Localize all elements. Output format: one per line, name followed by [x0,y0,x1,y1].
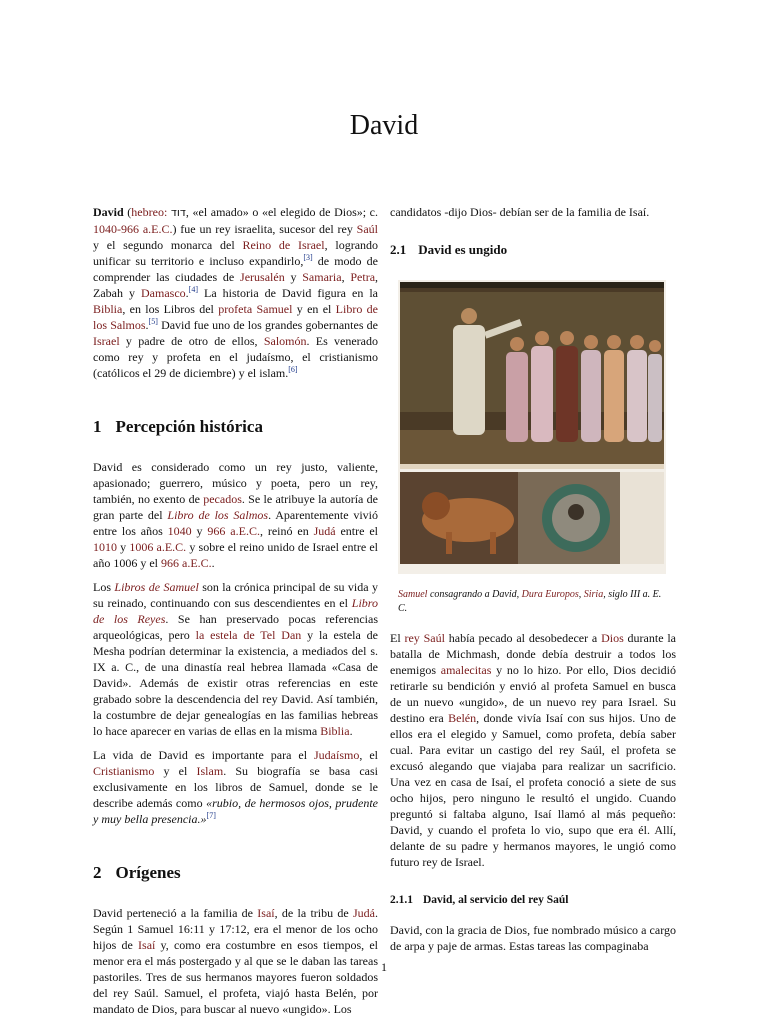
link-966[interactable]: 966 a.E.C. [207,524,260,538]
page-title: David [349,110,419,141]
section-heading-percepcion [93,419,378,435]
right-column [390,204,676,962]
link-damasco[interactable]: Damasco [141,286,186,300]
link-dios[interactable]: Dios [601,631,624,645]
link-salomon[interactable]: Salomón [263,334,307,348]
reference-6[interactable]: [6] [288,365,298,374]
paragraph: David perteneció a la familia de Isaí, de la tribu de Judá. Según 1 Samuel 16:11 y 17:12, era el menor de los ocho hijos de Isaí y, como era costumbre en esos tiempos, el menor era el más postergado y al que se le daban las tareas pastoriles. Tres de sus hermanos mayores fueron soldados del rey Saúl. Samuel, el profeta, viajó hasta Belén, por mandato de Dios, para buscar al nuevo «ungido». Los [93,906,378,1016]
reference-3[interactable]: [3] [303,253,313,262]
link-israel[interactable]: Israel [93,334,120,348]
page-number: 1 [381,960,387,974]
reference-5[interactable]: [5] [148,317,158,326]
link-amalecitas[interactable]: amalecitas [440,663,492,677]
paragraph: David es considerado como un rey justo, valiente, apasionado; guerrero, músico y poeta, pero un rey, también, no exento de pecados. Se le atribuye la autoría de gran parte del Libro de los Salmos. Aparentemente vivió entre los años 1040 y 966 a.E.C., reinó en Judá entre el 1010 y 1006 a.E.C. y sobre el reino unido de Israel entre el año 1006 y el 966 a.E.C.. [93,460,379,570]
link-profeta-samuel[interactable]: profeta Samuel [218,302,293,316]
link-samaria[interactable]: Samaria [302,270,342,284]
fresco-image [398,280,666,574]
article-subject: David [93,205,124,219]
section-number: 2.1.1 [390,894,413,906]
link-jerusalen[interactable]: Jerusalén [240,270,285,284]
section-title: Orígenes [115,863,181,882]
paragraph: Los Libros de Samuel son la crónica principal de su vida y su reinado, continuando con sus descendientes en el Libro de los Reyes. Se han preservado pocas referencias arqueológicas, pero la estela de Tel Dan y la estela de Mesha podrían determinar la existencia, a mediados del s. IX a. C., de una dinastía real hebrea llamada «Casa de David». Además de existir otras referencias en este grabado sobre la descendencia del rey David. Así también, la costumbre de dejar genealogías en las familias hebreas lo hace aparecer en varias de ellas en la misma Biblia. [93,580,379,738]
link-isai-2[interactable]: Isaí [138,938,156,952]
link-libro-reyes[interactable]: Libro de los Reyes [93,596,378,626]
link-biblia[interactable]: Biblia [93,302,123,316]
section-title: Percepción histórica [115,417,263,436]
left-column [93,204,378,1025]
section-number: 2 [93,863,102,882]
link-pecados[interactable]: pecados [203,492,242,506]
link-libros-samuel[interactable]: Libros de Samuel [114,580,199,594]
medallion-figure [542,484,610,552]
link-dates[interactable]: 1040-966 a.E.C. [93,222,173,236]
quote: «rubio, de hermosos ojos, prudente y muy bella presencia.» [93,796,378,826]
link-belen[interactable]: Belén [448,711,477,725]
link-rey-saul[interactable]: rey Saúl [404,631,445,645]
link-reino-israel[interactable]: Reino de Israel [242,238,325,252]
link-cristianismo[interactable]: Cristianismo [93,764,155,778]
link-1040[interactable]: 1040 [167,524,192,538]
paragraph: David, con la gracia de Dios, fue nombrado músico a cargo de arpa y paje de armas. Estas tareas las compaginaba [390,923,676,953]
link-saul[interactable]: Saúl [356,222,379,236]
link-juda-2[interactable]: Judá [353,906,375,920]
link-samuel[interactable]: Samuel [398,589,428,600]
link-libro-salmos[interactable]: Libro de los Salmos [93,302,378,332]
link-isai[interactable]: Isaí [257,906,275,920]
link-libro-salmos-italic[interactable]: Libro de los Salmos [167,508,269,522]
section-heading-origenes [93,865,378,881]
paragraph: El rey Saúl había pecado al desobedecer a Dios durante la batalla de Michmash, donde debía destruir a todos los enemigos amalecitas y no lo hizo. Por ello, Dios decidió retirarle su bendición y envió al profeta Samuel en busca de un nuevo «ungido», de un nuevo rey para Israel. Su destino era Belén, donde vivía Isaí con sus hijos. Uno de ellos era el elegido y Samuel, como profeta, debía saber cual. Para evitar un castigo del rey Saúl, el profeta se excusó alegando que viajaba para realizar un sacrificio. Una vez en casa de Isaí, el profeta conoció a siete de sus ocho hijos, pero ninguno le resultó el ungido. Cuando preguntó si faltaba alguno, Isaí llamó al más pequeño: David, y cuando el profeta lo vio, supo que era él. Allí, delante de su padre y hermanos mayores, le ungió como futuro rey de Israel. [390,631,676,869]
link-estela-tel-dan[interactable]: la estela de Tel Dan [195,628,302,642]
link-dura-europos[interactable]: Dura Europos [521,589,579,600]
link-1006[interactable]: 1006 a.E.C. [129,540,187,554]
subsubsection-heading-servicio [390,892,676,908]
link-juda[interactable]: Judá [313,524,336,538]
paragraph: La vida de David es importante para el Judaísmo, el Cristianismo y el Islam. Su biografía se basa casi exclusivamente en los libros de Samuel, donde se le describe además como «rubio, de hermosos ojos, prudente y muy bella presencia.»[7] [93,748,378,826]
reference-4[interactable]: [4] [188,285,198,294]
link-siria[interactable]: Siria [583,589,604,600]
subsection-heading-ungido [390,242,676,258]
link-judaismo[interactable]: Judaísmo [314,748,360,762]
paragraph-continuation: candidatos -dijo Dios- debían ser de la familia de Isaí. [390,205,650,219]
section-number: 2.1 [390,242,407,257]
link-1010[interactable]: 1010 [93,540,117,554]
intro-paragraph: David (hebreo: דוד, «el amado» o «el elegido de Dios»; c. 1040-966 a.E.C.) fue un rey israelita, sucesor del rey Saúl y el segundo monarca del Reino de Israel, logrando unificar su territorio e incluso expandirlo,[3] de modo de comprender las ciudades de Jerusalén y Samaria, Petra, Zabah y Damasco.[4] La historia de David figura en la Biblia, en los Libros del profeta Samuel y en el Libro de los Salmos.[5] David fue uno de los grandes gobernantes de Israel y padre de otro de ellos, Salomón. Es venerado como rey y profeta en el judaísmo, el cristianismo (católicos el 29 de diciembre) y el islam.[6] [93,205,379,380]
section-title: David es ungido [418,242,508,257]
section-title: David, al servicio del rey Saúl [423,894,569,906]
link-966-b[interactable]: 966 a.E.C. [161,556,212,570]
section-number: 1 [93,417,102,436]
figure [398,280,666,616]
link-islam[interactable]: Islam [196,764,224,778]
link-biblia-2[interactable]: Biblia [320,724,350,738]
reference-7[interactable]: [7] [206,811,216,820]
link-hebreo[interactable]: hebreo: [131,205,168,219]
figure-caption: Samuel consagrando a David, Dura Europos, Siria, siglo III a. E. C. [398,589,662,614]
link-petra[interactable]: Petra [350,270,376,284]
hebrew-word: דוד [170,206,186,219]
